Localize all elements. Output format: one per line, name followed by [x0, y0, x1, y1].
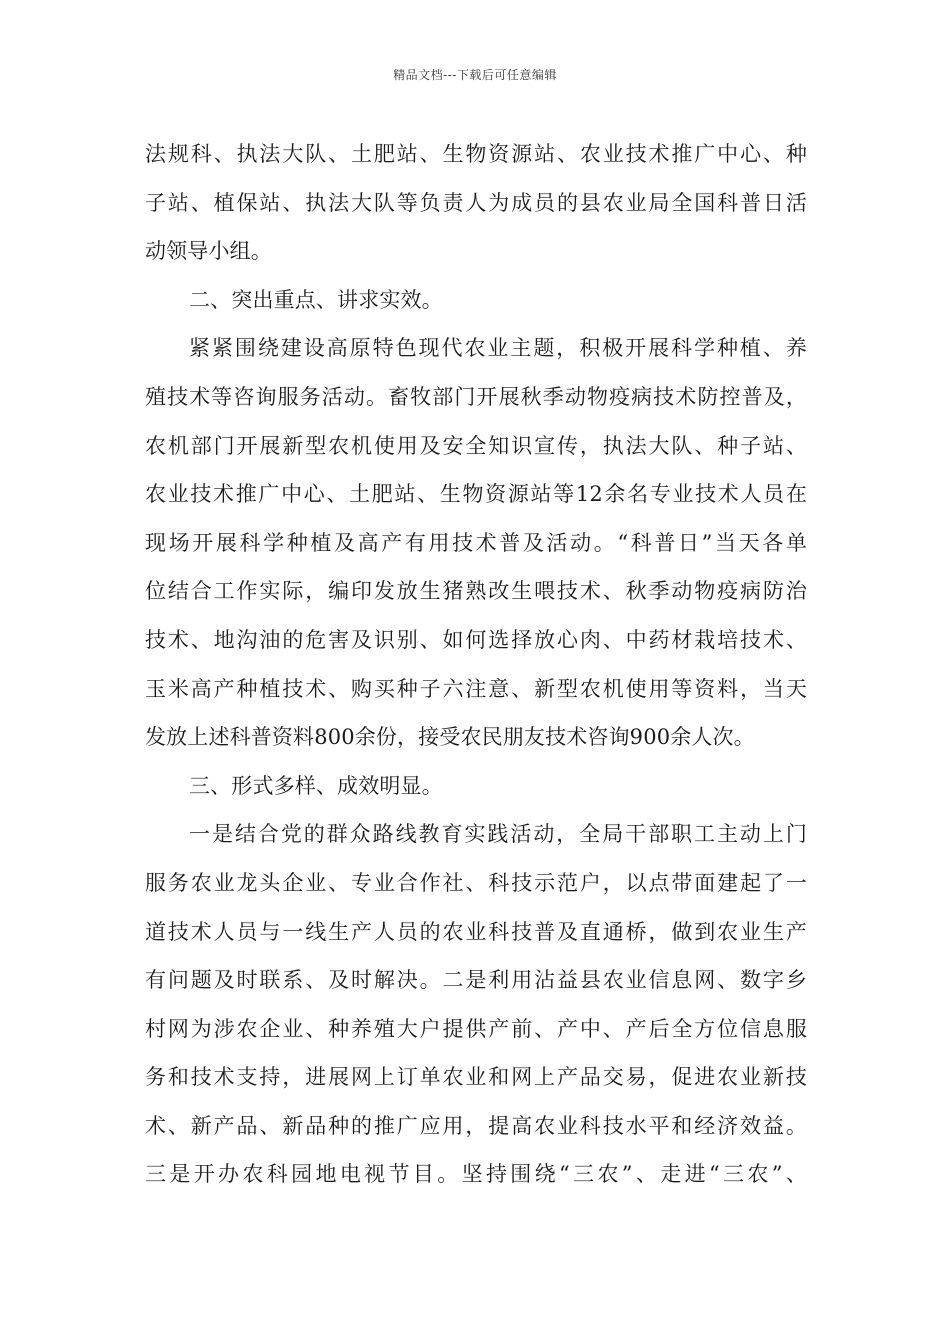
text-line: 发放上述科普资料800余份，接受农民朋友技术咨询900余人次。 [145, 725, 755, 750]
text-line: 道技术人员与一线生产人员的农业科技普及直通桥，做到农业生产 [145, 919, 807, 944]
page-header: 精品文档---下载后可任意编辑 [393, 68, 557, 82]
text-line: 子站、植保站、执法大队等负责人为成员的县农业局全国科普日活 [145, 190, 807, 215]
text-line: 术、新产品、新品种的推广应用，提高农业科技水平和经济效益。 [145, 1113, 807, 1138]
text-line: 一是结合党的群众路线教育实践活动，全局干部职工主动上门 [189, 822, 807, 847]
text-line: 农机部门开展新型农机使用及安全知识宣传，执法大队、种子站、 [145, 433, 807, 458]
text-line: 三是开办农科园地电视节目。坚持围绕“三农”、走进“三农”、 [145, 1162, 807, 1187]
text-line: 务和技术支持，进展网上订单农业和网上产品交易，促进农业新技 [145, 1065, 807, 1090]
text-line: 技术、地沟油的危害及识别、如何选择放心肉、中药材栽培技术、 [145, 627, 807, 652]
text-line: 现场开展科学种植及高产有用技术普及活动。“科普日”当天各单 [145, 530, 807, 555]
text-line: 殖技术等咨询服务活动。畜牧部门开展秋季动物疫病技术防控普及， [145, 384, 807, 409]
section-heading: 二、突出重点、讲求实效。 [189, 287, 443, 312]
text-line: 村网为涉农企业、种养殖大户提供产前、产中、产后全方位信息服 [145, 1016, 807, 1041]
text-line: 服务农业龙头企业、专业合作社、科技示范户，以点带面建起了一 [145, 870, 807, 895]
text-line: 位结合工作实际，编印发放生猪熟改生喂技术、秋季动物疫病防治 [145, 579, 807, 604]
text-line: 有问题及时联系、及时解决。二是利用沾益县农业信息网、数字乡 [145, 968, 807, 993]
document-body [145, 130, 807, 1199]
text-line: 农业技术推广中心、土肥站、生物资源站等12余名专业技术人员在 [145, 482, 807, 507]
text-line: 玉米高产种植技术、购买种子六注意、新型农机使用等资料，当天 [145, 676, 807, 701]
text-line: 法规科、执法大队、土肥站、生物资源站、农业技术推广中心、种 [145, 142, 807, 166]
section-heading: 三、形式多样、成效明显。 [189, 773, 443, 798]
text-line: 动领导小组。 [145, 239, 272, 264]
text-line: 紧紧围绕建设高原特色现代农业主题，积极开展科学种植、养 [189, 336, 807, 361]
